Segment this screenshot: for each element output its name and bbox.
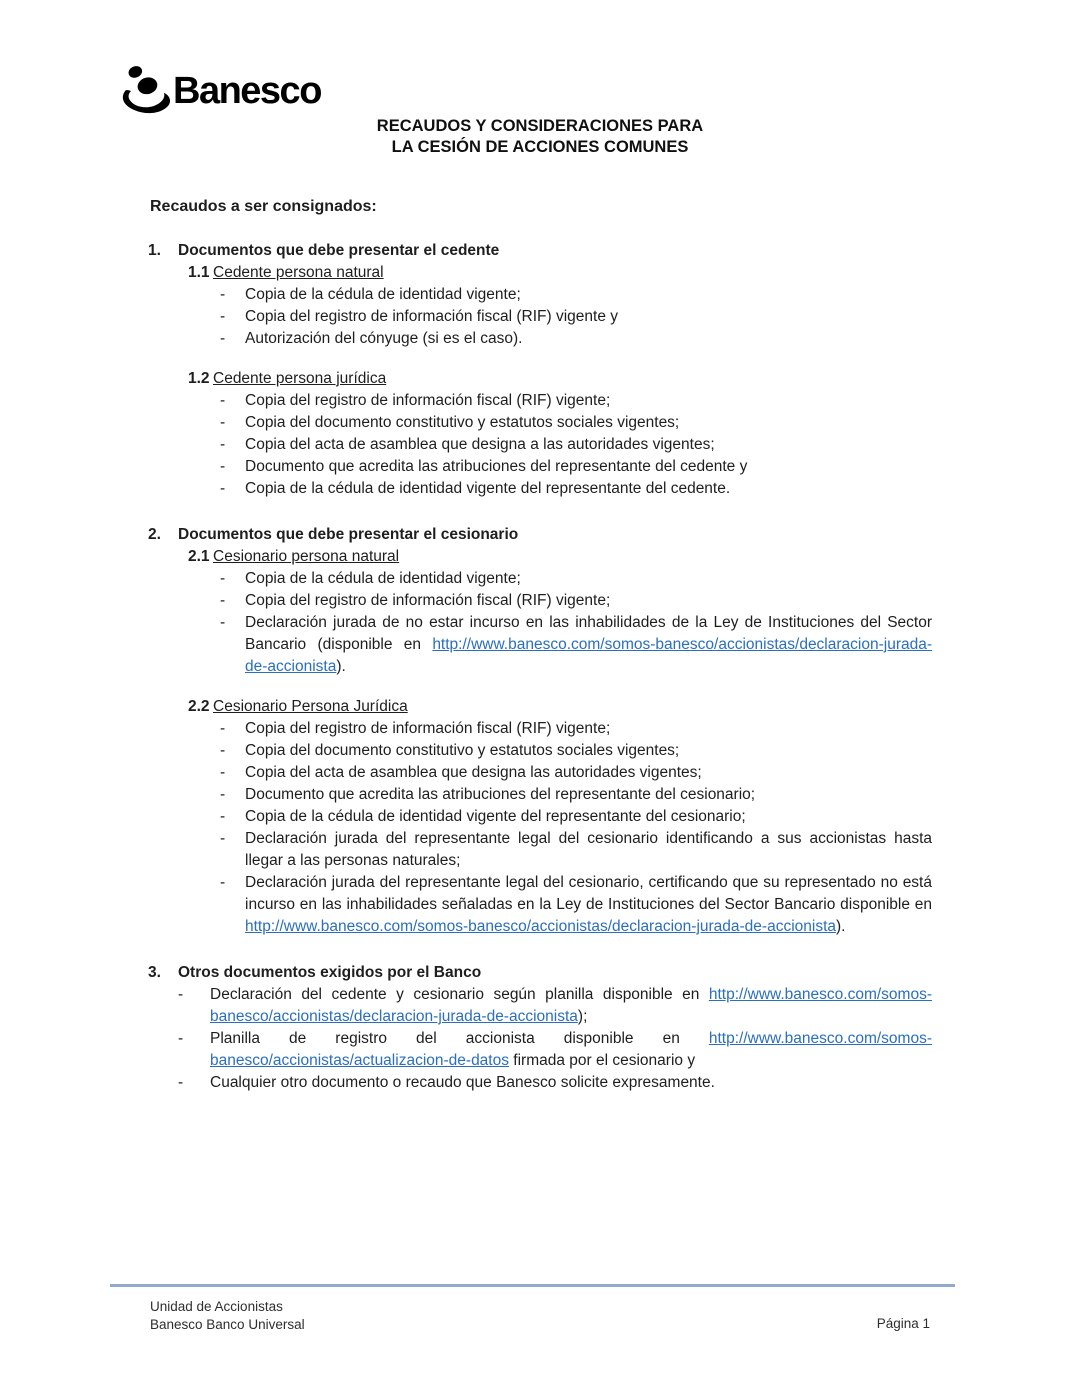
bullet-dash-icon: - — [220, 874, 226, 891]
bullet-list — [178, 984, 932, 1094]
bullet-text-run: Copia del documento constitutivo y estatutos sociales vigentes; — [245, 742, 680, 759]
list-item — [178, 1072, 932, 1094]
bullet-text — [245, 478, 932, 500]
bullet-dash-icon: - — [220, 330, 226, 347]
hyperlink[interactable]: http://www.banesco.com/somos-banesco/accionistas/actualizacion-de-datos — [210, 1030, 932, 1069]
subsection-heading — [188, 368, 932, 390]
list-item — [220, 306, 932, 328]
list-item — [220, 590, 932, 612]
bullet-text-run: Copia del registro de información fiscal (RIF) vigente; — [245, 392, 611, 409]
bullet-text — [245, 306, 932, 328]
bullet-text — [245, 328, 932, 350]
subsection-title: Cesionario persona natural — [213, 548, 400, 565]
bullet-list — [220, 718, 932, 938]
bullet-text-run: Copia del registro de información fiscal (RIF) vigente; — [245, 720, 611, 737]
bullet-text — [245, 806, 932, 828]
subsection — [188, 262, 932, 350]
bullet-dash-icon: - — [178, 1074, 184, 1091]
bullet-text — [245, 872, 932, 938]
bullet-text — [245, 412, 932, 434]
bullet-text-run: Copia del registro de información fiscal (RIF) vigente y — [245, 308, 619, 325]
bullet-dash-icon: - — [220, 392, 226, 409]
subsection-number: 2.1 — [188, 548, 210, 565]
subsection-heading — [188, 696, 932, 718]
bullet-dash-icon: - — [220, 830, 226, 847]
list-item — [220, 612, 932, 678]
intro-heading: Recaudos a ser consignados: — [150, 198, 377, 215]
subsection — [188, 546, 932, 678]
bullet-dash-icon: - — [220, 570, 226, 587]
page-number: Página 1 — [876, 1316, 930, 1331]
title-line-1: RECAUDOS Y CONSIDERACIONES PARA — [376, 117, 704, 135]
section-heading — [148, 240, 932, 262]
subsection-number: 1.2 — [188, 370, 210, 387]
list-item — [178, 1028, 932, 1072]
list-item — [220, 828, 932, 872]
footer-divider — [110, 1284, 955, 1287]
bullet-list — [220, 284, 932, 350]
bullet-text — [245, 434, 932, 456]
bullet-text-run: Copia de la cédula de identidad vigente; — [245, 286, 521, 303]
bullet-text-run: Copia de la cédula de identidad vigente del representante del cesionario; — [245, 808, 746, 825]
section-number: 3. — [148, 964, 161, 981]
section-title: Documentos que debe presentar el cedente — [178, 242, 500, 259]
list-item — [220, 390, 932, 412]
banesco-logo-text: Banesco — [173, 69, 321, 112]
list-item — [220, 806, 932, 828]
list-item — [220, 872, 932, 938]
list-item — [220, 412, 932, 434]
banesco-mark-icon — [118, 62, 170, 120]
banesco-logo — [118, 62, 321, 120]
list-item — [220, 784, 932, 806]
bullet-dash-icon: - — [220, 414, 226, 431]
bullet-text-run: Copia del registro de información fiscal (RIF) vigente; — [245, 592, 611, 609]
footer-unit-line: Unidad de Accionistas — [150, 1299, 283, 1314]
hyperlink[interactable]: http://www.banesco.com/somos-banesco/accionistas/declaracion-jurada-de-accionista — [210, 986, 932, 1025]
bullet-text-run: Declaración jurada de no estar incurso en las inhabilidades de la Ley de Instituciones del Sector Bancario (disponible en — [245, 614, 932, 653]
subsection-heading — [188, 262, 932, 284]
subsection — [188, 368, 932, 500]
list-item — [220, 328, 932, 350]
subsection-number: 1.1 — [188, 264, 210, 281]
document-sections — [148, 240, 932, 1118]
bullet-text — [245, 762, 932, 784]
subsection-heading — [188, 546, 932, 568]
list-item — [220, 568, 932, 590]
bullet-text-run: Documento que acredita las atribuciones del representante del cedente y — [245, 458, 748, 475]
hyperlink[interactable]: http://www.banesco.com/somos-banesco/accionistas/declaracion-jurada-de-accionista — [245, 918, 837, 935]
bullet-text-run: firmada por el cesionario y — [508, 1052, 696, 1069]
bullet-text-run: Declaración jurada del representante legal del cesionario, certificando que su representado no está incurso en las inhabilidades señaladas en la Ley de Instituciones del Sector Bancario disponible en — [245, 874, 932, 913]
bullet-text — [245, 740, 932, 762]
subsection-title: Cedente persona jurídica — [213, 370, 387, 387]
section-title: Documentos que debe presentar el cesionario — [178, 526, 519, 543]
footer-left — [150, 1298, 305, 1334]
bullet-dash-icon: - — [220, 808, 226, 825]
list-item — [220, 718, 932, 740]
bullet-text — [245, 590, 932, 612]
section-number: 2. — [148, 526, 161, 543]
bullet-dash-icon: - — [220, 742, 226, 759]
subsection-number: 2.2 — [188, 698, 210, 715]
bullet-dash-icon: - — [220, 286, 226, 303]
list-item — [220, 478, 932, 500]
bullet-text — [245, 718, 932, 740]
section-bullet-group — [148, 984, 932, 1094]
title-line-2: LA CESIÓN DE ACCIONES COMUNES — [391, 138, 689, 156]
bullet-text — [245, 568, 932, 590]
bullet-dash-icon: - — [178, 1030, 184, 1047]
bullet-text-run: Autorización del cónyuge (si es el caso). — [245, 330, 523, 347]
subsection-title: Cesionario Persona Jurídica — [213, 698, 408, 715]
bullet-text — [245, 828, 932, 872]
bullet-text-run: ). — [836, 918, 846, 935]
list-item — [220, 456, 932, 478]
section-number: 1. — [148, 242, 161, 259]
subsection — [188, 696, 932, 938]
bullet-text — [210, 1072, 932, 1094]
bullet-dash-icon: - — [178, 986, 184, 1003]
bullet-text-run: ). — [336, 658, 346, 675]
list-item — [220, 434, 932, 456]
list-item — [220, 762, 932, 784]
section-heading — [148, 962, 932, 984]
hyperlink[interactable]: http://www.banesco.com/somos-banesco/accionistas/declaracion-jurada-de-accionista — [245, 636, 932, 675]
section — [148, 962, 932, 1094]
bullet-dash-icon: - — [220, 614, 226, 631]
bullet-text-run: Declaración jurada del representante legal del cesionario identificando a sus accionistas hasta llegar a las personas naturales; — [245, 830, 932, 869]
bullet-text-run: ); — [577, 1008, 588, 1025]
footer-bank-line: Banesco Banco Universal — [150, 1317, 305, 1332]
list-item — [220, 284, 932, 306]
bullet-text — [210, 1028, 932, 1072]
document-title — [0, 116, 1080, 158]
bullet-dash-icon: - — [220, 458, 226, 475]
section-heading — [148, 524, 932, 546]
list-item — [178, 984, 932, 1028]
bullet-dash-icon: - — [220, 480, 226, 497]
bullet-text — [245, 612, 932, 678]
list-item — [220, 740, 932, 762]
bullet-text-run: Planilla de registro del accionista disponible en — [210, 1030, 709, 1047]
subsection-title: Cedente persona natural — [213, 264, 384, 281]
section-title: Otros documentos exigidos por el Banco — [178, 964, 482, 981]
bullet-dash-icon: - — [220, 764, 226, 781]
bullet-text — [245, 784, 932, 806]
bullet-text-run: Copia del acta de asamblea que designa a las autoridades vigentes; — [245, 436, 715, 453]
bullet-text — [210, 984, 932, 1028]
bullet-text — [245, 284, 932, 306]
bullet-text-run: Copia del documento constitutivo y estatutos sociales vigentes; — [245, 414, 680, 431]
section — [148, 524, 932, 938]
bullet-text-run: Copia del acta de asamblea que designa las autoridades vigentes; — [245, 764, 702, 781]
bullet-text-run: Copia de la cédula de identidad vigente; — [245, 570, 521, 587]
bullet-text-run: Documento que acredita las atribuciones del representante del cesionario; — [245, 786, 756, 803]
bullet-list — [220, 568, 932, 678]
bullet-text-run: Copia de la cédula de identidad vigente del representante del cedente. — [245, 480, 731, 497]
bullet-text-run: Cualquier otro documento o recaudo que Banesco solicite expresamente. — [210, 1074, 715, 1091]
bullet-dash-icon: - — [220, 592, 226, 609]
bullet-list — [220, 390, 932, 500]
bullet-text-run: Declaración del cedente y cesionario según planilla disponible en — [210, 986, 709, 1003]
section — [148, 240, 932, 500]
bullet-dash-icon: - — [220, 786, 226, 803]
bullet-dash-icon: - — [220, 436, 226, 453]
bullet-dash-icon: - — [220, 308, 226, 325]
bullet-text — [245, 390, 932, 412]
bullet-text — [245, 456, 932, 478]
bullet-dash-icon: - — [220, 720, 226, 737]
